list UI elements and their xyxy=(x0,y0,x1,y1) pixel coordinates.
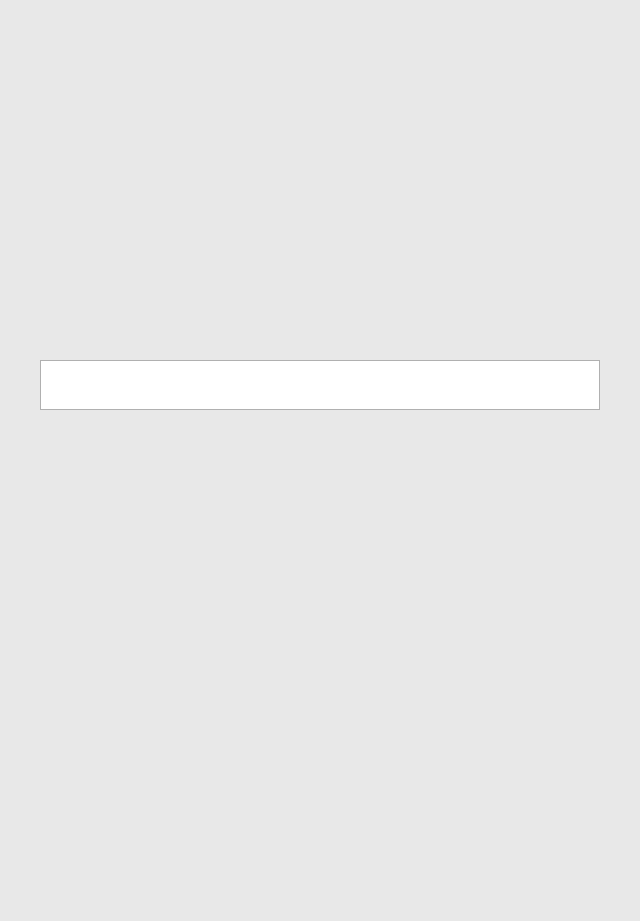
missing-image-notice xyxy=(40,360,600,410)
